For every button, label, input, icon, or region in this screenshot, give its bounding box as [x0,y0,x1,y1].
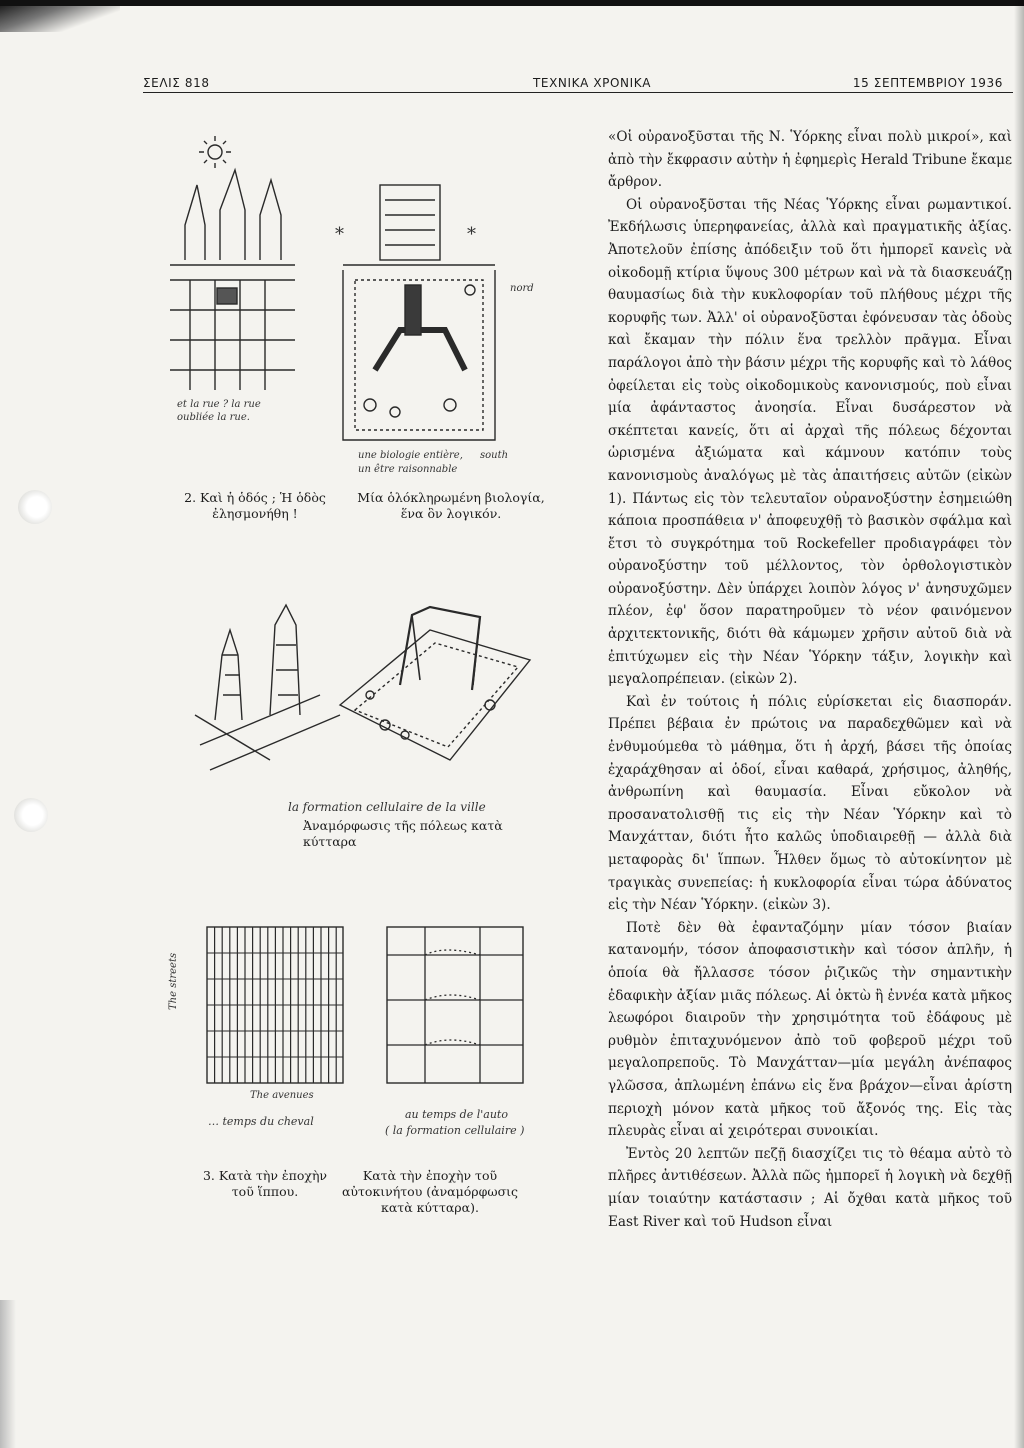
svg-text:*: * [335,224,344,245]
handwritten-note-streets: The streets [168,952,179,1010]
journal-title: ΤΕΧΝΙΚΑ ΧΡΟΝΙΚΑ [533,76,652,90]
punch-hole-bottom [14,798,48,832]
article-paragraph: Καὶ ἐν τούτοις ἡ πόλις εὑρίσκεται εἰς διασποράν. Πρέπει βέβαια ἐν πρώτοις να παραδεχθῶμεν καὶ νὰ ἐνθυμούμεθα τὸ μάθημα, ὅτι ἡ ἀρχή, βάσει τῆς ὁποίας ἐχαράχθησαν αἱ ὁδοί, εἶναι καθαρά, χρήσιμος, ἀληθής, ἀνθρωπίνη καὶ θαυμασία. Εἶναι εὔκολον νὰ προσανατολισθῇ τις εἰς τὴν Νέαν Ὑόρκην καὶ τὸ Μανχάτταν, διότι ἦτο καλῶς ὑποδιαιρεθῇ — ἀλλὰ διὰ μεταφορὰς δι' ἵππων. Ἦλθεν ὅμως τὸ αὐτοκίνητον μὲ τραγικὰς συνεπείας: ἡ κυκλοφορία εἶναι τώρα ἀδύνατος εἰς τὴν Νέαν Ὑόρκην. (εἰκὼν 3). [608,693,1012,914]
issue-date: 15 ΣΕΠΤΕΜΒΡΙΟΥ 1936 [852,76,1003,90]
handwritten-note-auto-1: au temps de l'auto [405,1108,508,1121]
handwritten-note-auto-2: ( la formation cellulaire ) [385,1124,525,1137]
punch-hole-top [18,490,52,524]
article-paragraph: Ποτὲ δὲν θὰ ἐφανταζόμην μίαν τόσον βιαίαν κατανομήν, τόσον ἀποφασιστικὴν καὶ τόσον ἁπλῆν, ἡ ὁποία θὰ ἤλλασσε τόσον ῥιζικῶς τὴν σημαντικὴν ἐδαφικὴν ἀξίαν μιᾶς πόλεως. Αἱ ὀκτὼ ἢ ἐννέα κατὰ μῆκος λεωφόροι διαιροῦν τὴν χρησιμότητα τοῦ ἐδάφους μὲ ρυθμὸν ἐπιταχυνόμενον ἀπὸ τοῦ φοβεροῦ μέχρι τοῦ μεγαλοπρεποῦς. Τὸ Μανχάτταν—μία μεγάλη ἀνέπαφος γλῶσσα, ἀπλωμένη ἐπάνω εἰς ἕνα βράχον—εἶναι ἀρίστη περιοχὴ μόνον κατὰ μῆκος τοῦ ἄξονός της. Εἰς τὰς πλευρὰς εἶναι αἱ χειρότεραι συνοικίαι. [608,919,1012,1140]
article-paragraph: Οἱ οὐρανοξῦσται τῆς Νέας Ὑόρκης εἶναι ρωμαντικοί. Ἐκδήλωσις ὑπερηφανείας, ἀλλὰ καὶ πραγματικῆς ἀξίας. Ἀποτελοῦν ἐπίσης ἀπόδειξιν τοῦ ὅτι ἠμπορεῖ κανεὶς νὰ οἰκοδομῇ κτίρια ὕψους 300 μέτρων καὶ νὰ τὰ διασκευάζῃ θαυμασίως διὰ τὴν κυκλοφορίαν τοῦ πλήθους μέχρι τῆς κορυφῆς των. Ἀλλ' οἱ οὐρανοξῦσται ἐφόνευσαν τὰς ὁδοὺς καὶ ἔκαμαν τὴν πόλιν ἕνα τρελλὸν πρᾶγμα. Εἶναι παράλογοι ἀπὸ τὴν βάσιν μέχρι τῆς κορυφῆς καὶ τὸ λάθος ὀφείλεται εἰς τοὺς οἰκοδομικοὺς κανονισμούς, ποὺ εἶναι μία ἀφάνταστος ἀνοησία. Εἶναι δυσάρεστον νὰ σκέπτεται κανείς, ὅτι αἱ ἀρχαὶ τῆς πόλεως δέχονται ὡρισμένα ἀξιώματα καὶ κάμνουν κατόπιν τοὺς κανονισμοὺς ἀναλόγως μὲ τὰς ἀπαιτήσεις αὐτῶν (εἰκὼν 1). Πάντως εἰς τὸν τελευταῖον οὐρανοξύστην ἐσημειώθη κάποια προσπάθεια ν' ἀποφευχθῇ τὸ βασικὸν σφάλμα καὶ ἔτσι τὸ συγκρότημα τοῦ Rockefeller προδιαγράφει τὸν οὐρανοξύστην τοῦ μέλλοντος, τὸν ὀρθολογιστικὸν οὐρανοξύστην. Δὲν ὑπάρχει λοιπὸν λόγος ν' ἀνησυχῶμεν πλέον, ἐφ' ὅσον παρατηροῦμεν τὸ νέον φαινόμενον ἀρχιτεκτονικῆς, διότι θὰ κάμωμεν χρῆσιν αὐτοῦ διὰ νὰ ἐπιτύχωμεν εἰς τὴν Νέαν Ὑόρκην τάξιν, λογικὴν καὶ μεγαλοπρέπειαν. (εἰκὼν 2). [608,196,1012,688]
figure-2-caption-left: 2. Καὶ ἡ ὁδός ; Ἡ ὁδὸς ἐλησμονήθη ! [184,490,326,521]
scan-corner-shadow [0,6,120,32]
handwritten-note-biology-1: une biologie entière, [358,450,463,461]
figure-3-horse-grid [205,925,345,1085]
article-paragraph: «Οἱ οὐρανοξῦσται τῆς Ν. Ὑόρκης εἶναι πολὺ μικροί», καὶ ἀπὸ τὴν ἔκφρασιν αὐτὴν ἡ ἐφημερὶς Herald Tribune ἔκαμε ἄρθρον. [608,129,1013,191]
handwritten-note-avenues: The avenues [250,1090,314,1101]
figure-3-caption-right: Κατὰ τὴν ἐποχὴν τοῦ αὐτοκινήτου (ἀναμόρφωσις κατὰ κύτταρα). [341,1168,519,1215]
scan-right-edge [1014,0,1024,1448]
handwritten-note-south: south [480,450,509,461]
figure-2-caption-right: Μία ὁλόκληρωμένη βιολογία, ἕνα ὃν λογικόν. [357,490,545,521]
scan-left-edge [0,1300,16,1448]
handwritten-note-biology-2: un être raisonnable [358,464,458,475]
scan-top-edge [0,0,1024,6]
figure-3-auto-grid [385,925,525,1085]
page-header [143,70,1013,93]
article-paragraph: Ἐντὸς 20 λεπτῶν πεζῇ διασχίζει τις τὸ θέαμα αὐτὸ τὸ πλῆρες ἀντιθέσεων. Ἀλλὰ πῶς ἠμπορεῖ ἡ λογικὴ νὰ δεχθῇ μίαν τοιαύτην κατάστασιν ; Αἱ ὄχθαι κατὰ μῆκος τοῦ East River καὶ τοῦ Hudson εἶναι [608,1145,1012,1230]
handwritten-note-nord: nord [510,283,534,294]
article-body [608,126,1012,1233]
figure-cells-sketch [190,585,540,780]
handwritten-note-cells: la formation cellulaire de la ville [288,800,486,814]
page-number: ΣΕΛΙΣ 818 [143,76,210,90]
svg-text:*: * [467,224,476,245]
figure-cells-caption: Ἀναμόρφωσις τῆς πόλεως κατὰ κύτταρα [303,818,503,849]
handwritten-note-street: et la rue ? la rue oubliée la rue. [177,399,261,423]
handwritten-note-horse: … temps du cheval [208,1115,314,1128]
figure-3-caption-left: 3. Κατὰ τὴν ἐποχὴν τοῦ ἵππου. [202,1168,328,1199]
